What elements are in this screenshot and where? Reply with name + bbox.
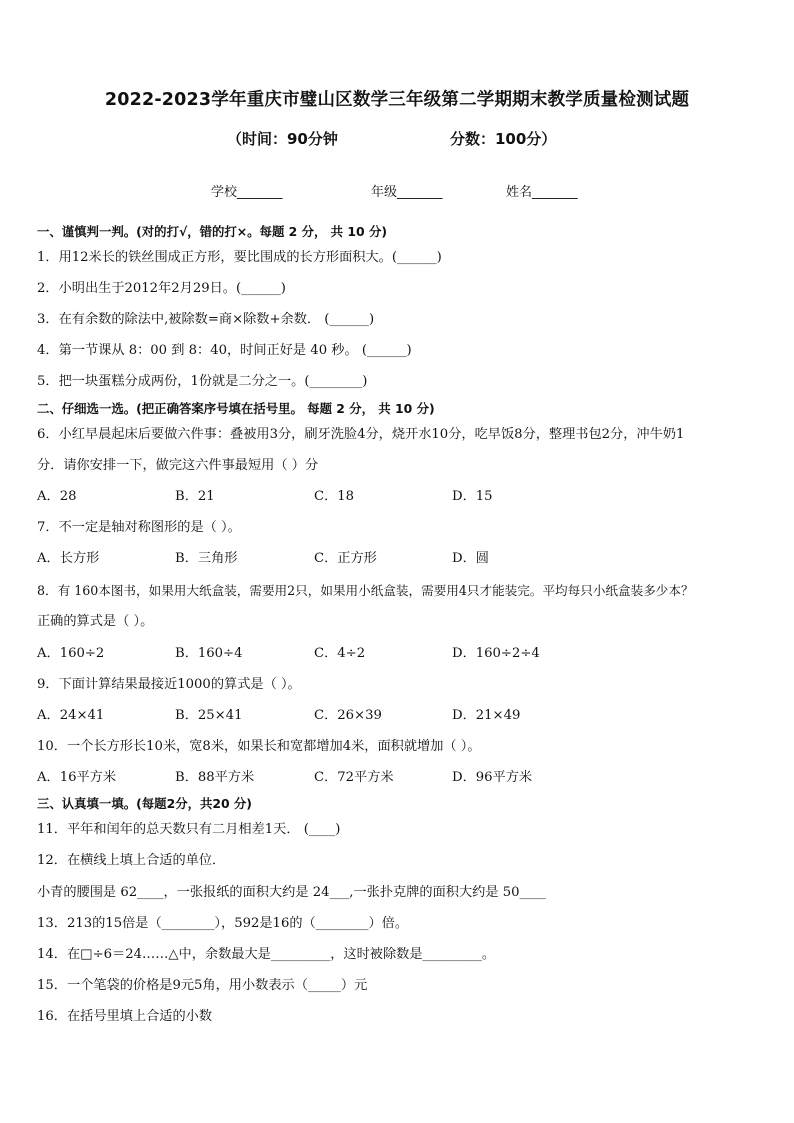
question-15: 15．一个笔袋的价格是9元5角，用小数表示（_____）元	[37, 978, 368, 993]
section-1-heading: 一、谨慎判一判。(对的打√，错的打×。每题 2 分， 共 10 分)	[37, 224, 387, 239]
question-7: 7．不一定是轴对称图形的是（ ）。	[37, 520, 241, 535]
section-2-heading: 二、仔细选一选。(把正确答案序号填在括号里。 每题 2 分， 共 10 分)	[37, 401, 435, 416]
q9-option-a: A．24×41	[37, 708, 105, 723]
question-8-line-2: 正确的算式是（ ）。	[37, 614, 154, 629]
question-3: 3．在有余数的除法中,被除数=商×除数+余数． (______)	[37, 312, 375, 327]
question-14: 14．在□÷6＝24……△中，余数最大是_________，这时被除数是_________。	[37, 947, 496, 962]
question-8-line-1: 8．有 160本图书，如果用大纸盒装，需要用2只，如果用小纸盒装，需要用4只才能装完。平均每只小纸盒装多少本？	[37, 583, 694, 598]
q10-option-b: B．88平方米	[175, 770, 255, 785]
question-2: 2．小明出生于2012年2月29日。(______)	[37, 281, 286, 296]
q7-option-b: B．三角形	[175, 551, 238, 566]
q10-option-d: D．96平方米	[452, 770, 533, 785]
question-1: 1．用12米长的铁丝围成正方形，要比围成的长方形面积大。(______)	[37, 250, 442, 265]
q8-option-d: D．160÷2÷4	[452, 646, 540, 661]
total-score: 分数：100分）	[450, 130, 557, 148]
q6-option-a: A．28	[37, 489, 77, 504]
question-9: 9．下面计算结果最接近1000的算式是（ ）。	[37, 677, 301, 692]
question-13: 13．213的15倍是（________），592是16的（________）倍。	[37, 916, 409, 931]
q9-option-b: B．25×41	[175, 708, 243, 723]
q8-option-b: B．160÷4	[175, 646, 243, 661]
q8-option-a: A．160÷2	[37, 646, 105, 661]
question-11: 11．平年和闰年的总天数只有二月相差1天． (____)	[37, 822, 341, 837]
q6-option-d: D．15	[452, 489, 493, 504]
question-12-line-2: 小青的腰围是 62____，一张报纸的面积大约是 24___,一张扑克牌的面积大约是 50____	[37, 885, 546, 900]
q6-option-b: B．21	[175, 489, 215, 504]
question-4: 4．第一节课从 8：00 到 8：40，时间正好是 40 秒。 (______)	[37, 343, 412, 358]
question-10: 10．一个长方形长10米，宽8米，如果长和宽都增加4米，面积就增加（ ）。	[37, 739, 481, 754]
school-field: 学校_______	[211, 185, 283, 200]
question-6-line-1: 6．小红早晨起床后要做六件事：叠被用3分，刷牙洗脸4分，烧开水10分，吃早饭8分，整理书包2分，冲牛奶1	[37, 427, 685, 442]
section-3-heading: 三、认真填一填。(每题2分，共20 分)	[37, 796, 252, 811]
exam-title: 2022-2023学年重庆市璧山区数学三年级第二学期期末教学质量检测试题	[104, 90, 690, 110]
q9-option-d: D．21×49	[452, 708, 521, 723]
q9-option-c: C．26×39	[314, 708, 382, 723]
question-5: 5．把一块蛋糕分成两份，1份就是二分之一。(________)	[37, 374, 368, 389]
q10-option-a: A．16平方米	[37, 770, 117, 785]
grade-field: 年级_______	[371, 185, 443, 200]
q8-option-c: C．4÷2	[314, 646, 366, 661]
q7-option-d: D．圆	[452, 551, 489, 566]
q6-option-c: C．18	[314, 489, 355, 504]
question-6-line-2: 分．请你安排一下，做完这六件事最短用（ ）分	[37, 458, 319, 473]
q7-option-c: C．正方形	[314, 551, 377, 566]
question-12: 12．在横线上填上合适的单位．	[37, 853, 226, 868]
time-limit: （时间：90分钟	[227, 130, 338, 148]
q7-option-a: A．长方形	[37, 551, 100, 566]
name-field: 姓名_______	[506, 185, 578, 200]
q10-option-c: C．72平方米	[314, 770, 394, 785]
question-16: 16．在括号里填上合适的小数	[37, 1009, 213, 1024]
